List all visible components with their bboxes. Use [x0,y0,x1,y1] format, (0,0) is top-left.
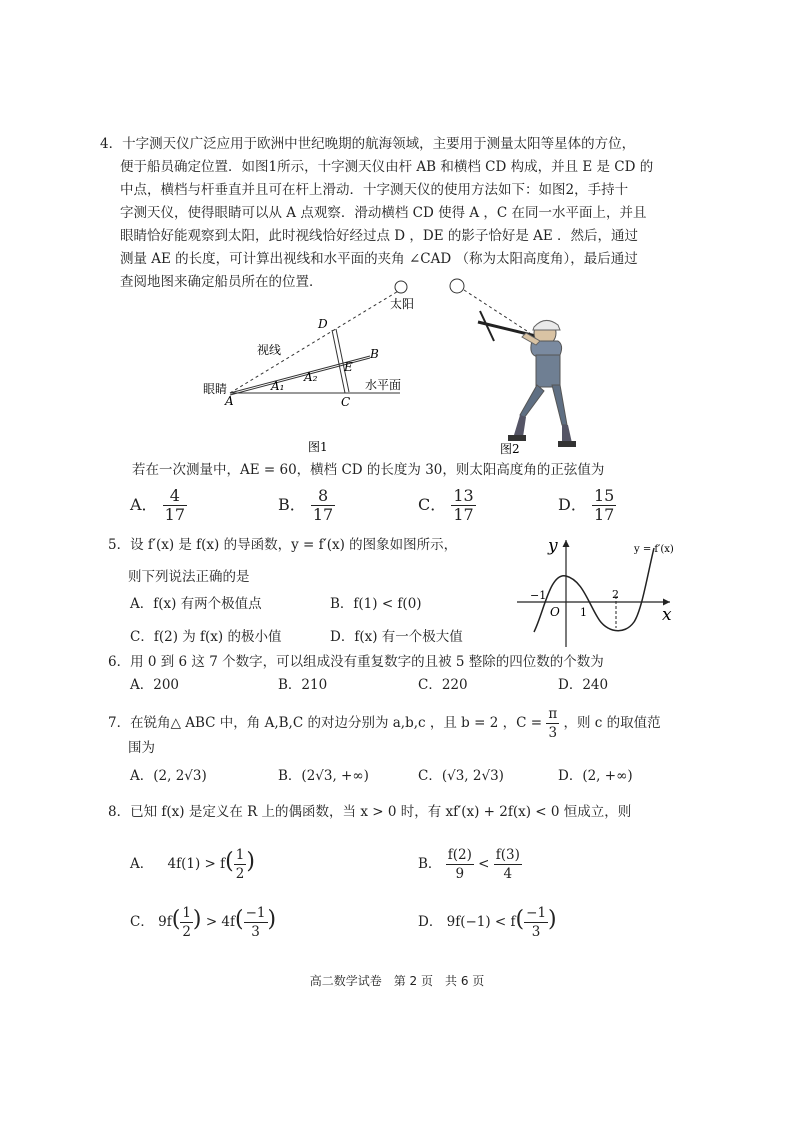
fig1-label-sun: 太阳 [390,297,415,311]
frac-den: 17 [593,505,615,524]
option-letter: B． [278,768,302,784]
option-letter: D． [418,914,443,930]
option-text: (√3, 2√3) [441,768,504,784]
option-letter: D． [558,495,587,514]
frac-num: f(3) [495,847,520,863]
q4-line-1: 4．十字测天仪广泛应用于欧洲中世纪晚期的航海领域，主要用于测量太阳等星体的方位， [100,136,636,152]
q5-option-d[interactable] [330,625,463,645]
q5-stem-1: 5．设 f′(x) 是 f(x) 的导函数，y = f′(x) 的图象如图所示， [108,537,458,553]
fig1-label-B: B [370,347,379,361]
fig1-label-E: E [344,360,353,374]
fig1-caption: 图1 [308,440,328,454]
q4-line-4: 字测天仪，使得眼睛可以从 A 点观察．滑动横档 CD 使得 A ，C 在同一水平面上，并且 [120,205,647,221]
q4-line-2: 便于船员确定位置．如图1所示，十字测天仪由杆 AB 和横档 CD 构成，并且 E 是 CD 的 [120,159,654,175]
q8-option-a[interactable]: A． 4f(1) > f( $\frac{1}{2}$ ) [130,847,255,882]
frac-num: −1 [245,905,266,921]
q4-line-3: 中点，横档与杆垂直并且可在杆上滑动．十字测天仪的使用方法如下：如图2，手持十 [120,182,629,198]
fraction [244,904,268,941]
frac-den: 2 [182,924,191,940]
frac-den: 3 [531,924,541,940]
q7-stem-a: 7．在锐角△ ABC 中，角 A,B,C 的对边分别为 a,b,c ，且 b = 2 ，C = [108,715,543,731]
q6-option-a[interactable] [130,673,179,693]
option-letter: B． [278,677,302,693]
fraction [180,904,193,941]
option-letter: D． [330,629,355,645]
option-letter: A． [130,596,154,612]
q7-option-b[interactable] [278,764,369,784]
option-letter: C． [130,629,154,645]
option-text: 240 [582,677,609,693]
frac-den: 9 [455,866,465,882]
option-text: 9f [158,914,172,930]
option-text: > 4f [205,914,236,930]
option-letter: C． [418,677,442,693]
q6-option-c[interactable] [418,673,468,693]
frac-num: 13 [453,486,474,505]
option-text: (2√3, +∞) [301,768,369,784]
fraction [311,487,335,524]
q5-stem-2: 则下列说法正确的是 [128,569,250,585]
graph-tick-minus1: −1 [530,589,547,602]
q5-derivative-graph [512,532,682,652]
option-letter: B． [330,596,354,612]
q4-line-5: 眼睛恰好能观察到太阳，此时视线恰好经过点 D ，DE 的影子恰好是 AE ．然后，通过 [120,228,639,244]
q7-stem-2: 围为 [128,740,155,756]
option-letter: B． [418,856,442,872]
option-letter: A． [130,677,154,693]
fig1-label-D: D [318,317,328,331]
fraction [451,487,475,524]
fig1-label-A2: A₂ [304,370,318,384]
fraction [494,846,522,883]
graph-y-label: y [548,536,558,556]
q4-option-d[interactable] [558,487,616,524]
graph-tick-2: 2 [612,588,619,601]
q4-question: 若在一次测量中，AE = 60，横档 CD 的长度为 30，则太阳高度角的正弦值为 [132,462,605,478]
option-text: f(x) 有两个极值点 [153,596,262,612]
option-text: f(x) 有一个极大值 [354,629,463,645]
q5-option-a[interactable] [130,592,262,612]
figure-2 [440,275,590,460]
fig1-label-horizontal: 水平面 [365,378,402,392]
option-text: (2, +∞) [582,768,633,784]
question-8: 8．已知 f(x) 是定义在 R 上的偶函数，当 x > 0 时，有 xf′(x) + 2f(x) < 0 恒成立，则 [108,804,632,820]
graph-curve-label: y = f′(x) [634,544,674,555]
frac-num: π [548,706,558,722]
graph-origin: O [550,605,560,619]
q4-option-c[interactable] [418,487,476,524]
option-letter: C． [418,495,447,514]
q5-option-b[interactable] [330,592,422,612]
frac-num: 1 [182,905,191,921]
q6-option-b[interactable] [278,673,327,693]
q6-option-d[interactable] [558,673,608,693]
q4-line-6: 测量 AE 的长度，可计算出视线和水平面的夹角 ∠CAD （称为太阳高度角），最后通过 [120,251,638,267]
graph-x-label: x [662,605,672,625]
option-letter: B． [278,495,306,514]
option-text: 220 [441,677,468,693]
fig1-label-C: C [341,395,351,409]
fig1-label-A: A [225,394,234,408]
q8-option-c[interactable]: C． 9f( $\frac{1}{2}$ ) > 4f( $\frac{-1}{3}$ ) [130,905,277,940]
q7-option-d[interactable] [558,764,633,784]
sailor-illustration [508,320,576,447]
option-text: 4f(1) > f [167,856,226,872]
question-6: 6．用 0 到 6 这 7 个数字，可以组成没有重复数字的且被 5 整除的四位数的个数为 [108,654,604,670]
frac-num: f(2) [447,847,472,863]
option-letter: A． [130,856,154,872]
fraction [163,487,187,524]
fig1-label-sight: 视线 [257,343,282,357]
option-text: < [478,856,490,872]
option-text: (2, 2√3) [153,768,207,784]
q8-option-d[interactable]: D． 9f(−1) < f( $\frac{-1}{3}$ ) [418,905,557,940]
q7-option-a[interactable] [130,764,207,784]
question-4 [100,133,668,294]
fig1-label-A1: A₁ [271,379,285,393]
option-text: f(1) < f(0) [353,596,422,612]
fig1-label-eye: 眼睛 [203,382,228,396]
q4-option-b[interactable] [278,487,335,524]
option-text: 200 [153,677,180,693]
frac-num: 4 [163,487,187,506]
option-letter: A． [130,768,154,784]
fraction [446,846,474,883]
option-text: 210 [301,677,328,693]
option-letter: D． [558,768,583,784]
option-text: 9f(−1) < f [446,914,516,930]
frac-den: 3 [251,924,260,940]
q4-line-7: 查阅地图来确定船员所在的位置． [120,274,323,290]
frac-den: 3 [548,725,558,741]
q8-option-b[interactable] [418,846,522,883]
graph-tick-1: 1 [580,606,587,619]
option-letter: C． [130,914,154,930]
frac-den: 17 [312,505,334,524]
frac-den: 17 [453,505,474,524]
fraction [592,487,616,524]
page-footer: 高二数学试卷 第 2 页 共 6 页 [309,974,485,988]
frac-den: 4 [503,866,513,882]
frac-num: −1 [526,905,547,921]
frac-num: 1 [235,847,245,863]
frac-num: 15 [593,486,615,505]
option-letter: A． [130,495,158,514]
q7-option-c[interactable] [418,764,504,784]
option-letter: D． [558,677,583,693]
q5-option-c[interactable] [130,625,281,645]
frac-num: 8 [311,487,335,506]
frac-den: 17 [164,505,186,524]
option-text: f(2) 为 f(x) 的极小值 [153,629,282,645]
fraction [524,904,548,941]
fig2-caption: 图2 [500,442,520,456]
q7-stem-b: ，则 c 的取值范 [563,715,661,731]
fraction [234,846,247,883]
option-letter: C． [418,768,442,784]
frac-den: 2 [235,866,245,882]
figure-1 [195,278,425,458]
q4-option-a[interactable] [130,487,187,524]
